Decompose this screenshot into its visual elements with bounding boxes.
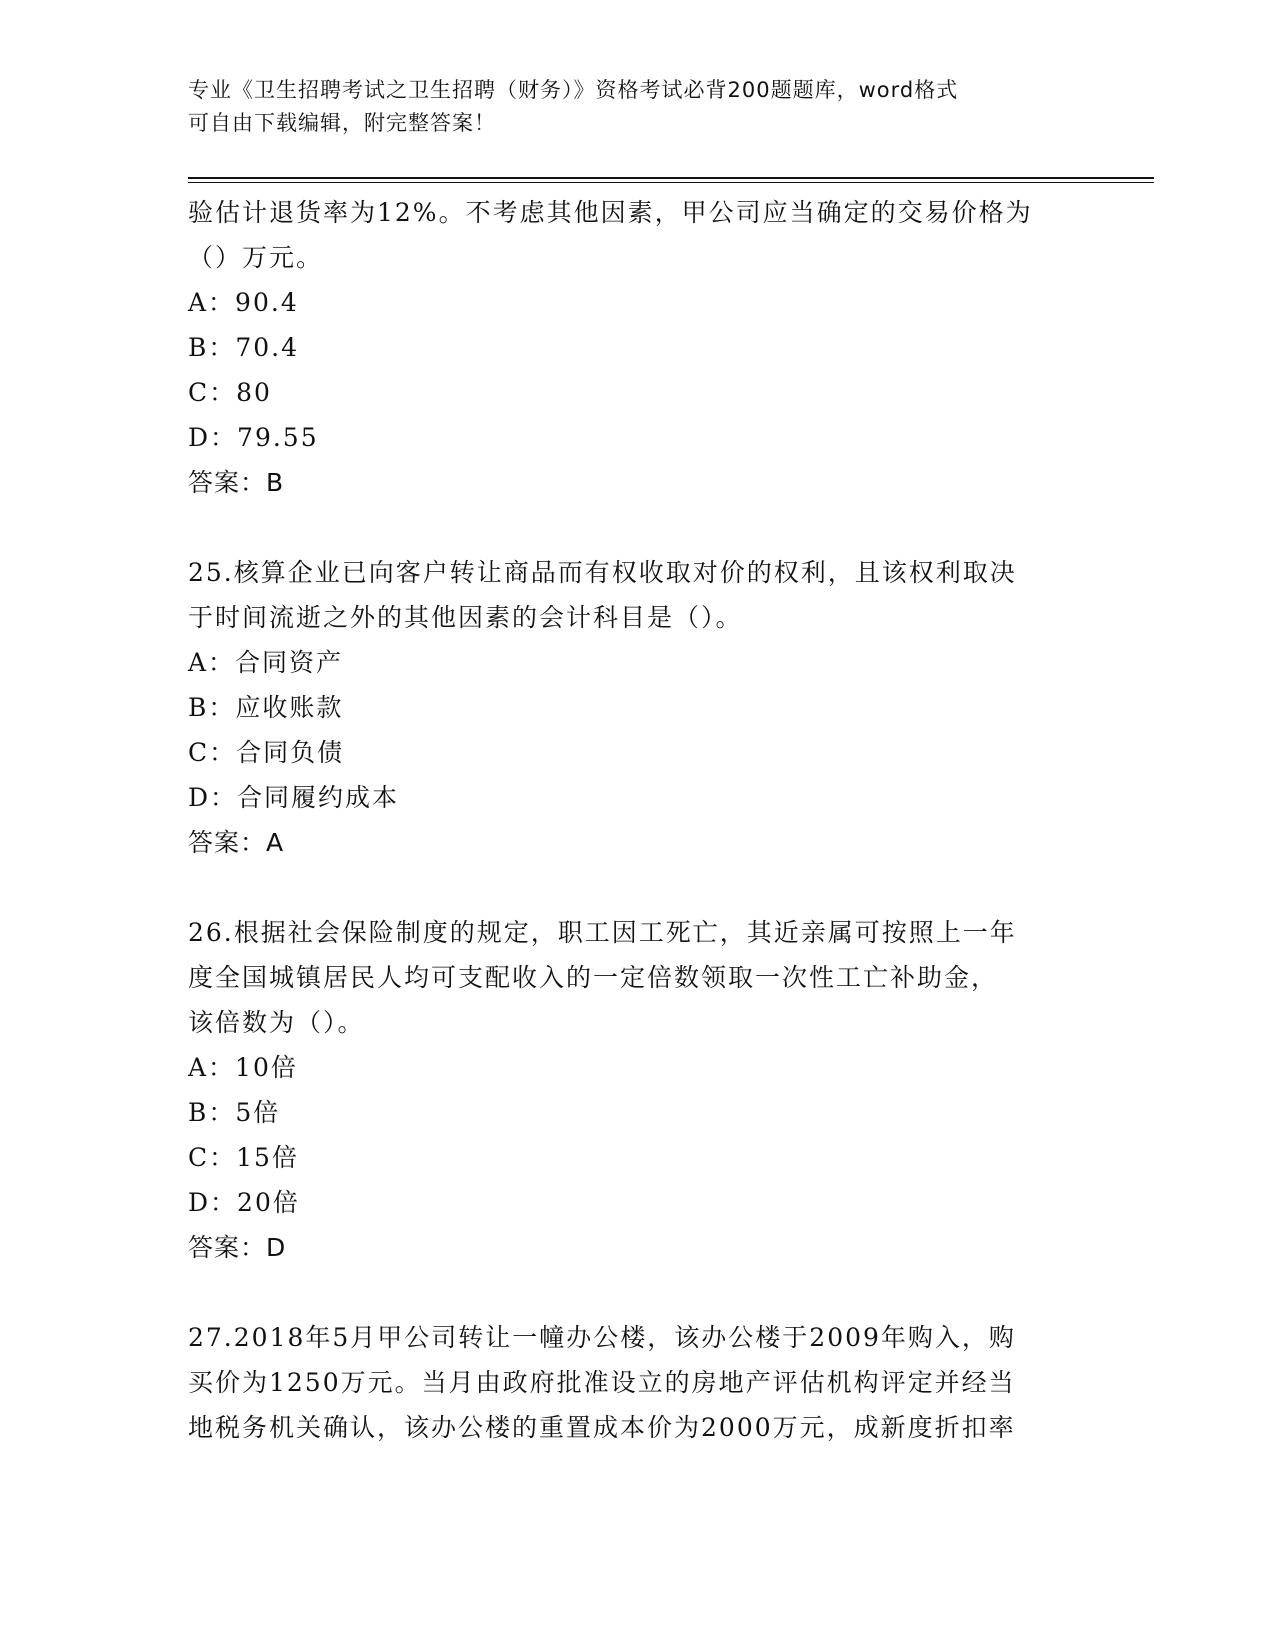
- question-spacer: [188, 865, 1108, 910]
- question-24-option-c: C：80: [188, 378, 272, 407]
- question-27: [188, 1315, 1108, 1450]
- question-25-stem-line-1: 25.核算企业已向客户转让商品而有权收取对价的权利，且该权利取决: [188, 558, 1017, 587]
- question-26-answer: 答案：D: [188, 1233, 287, 1262]
- question-26-option-b: B：5倍: [188, 1098, 281, 1127]
- question-25-option-c: C：合同负债: [188, 738, 345, 767]
- document-header: [188, 74, 1088, 140]
- question-26-stem-line-2: 度全国城镇居民人均可支配收入的一定倍数领取一次性工亡补助金，: [188, 963, 999, 992]
- question-24-option-b: B：70.4: [188, 333, 300, 362]
- question-25-answer: 答案：A: [188, 828, 285, 857]
- question-26-stem-line-3: 该倍数为（）。: [188, 1008, 365, 1037]
- question-26-option-d: D：20倍: [188, 1188, 300, 1217]
- question-25-option-b: B：应收账款: [188, 693, 344, 722]
- question-25-stem-line-2: 于时间流逝之外的其他因素的会计科目是（）。: [188, 603, 743, 632]
- question-25: [188, 550, 1108, 865]
- question-27-stem-line-2: 买价为1250万元。当月由政府批准设立的房地产评估机构评定并经当: [188, 1368, 1016, 1397]
- question-25-option-a: A：合同资产: [188, 648, 344, 677]
- question-24-stem-line-2: （）万元。: [188, 243, 324, 272]
- header-title-line-1: 专业《卫生招聘考试之卫生招聘（财务）》资格考试必背200题题库，word格式: [188, 78, 959, 102]
- question-24-option-d: D：79.55: [188, 423, 319, 452]
- header-divider-thin: [188, 182, 1154, 183]
- question-26: [188, 910, 1108, 1270]
- question-27-stem-line-1: 27.2018年5月甲公司转让一幢办公楼，该办公楼于2009年购入，购: [188, 1323, 1016, 1352]
- question-24: [188, 190, 1108, 505]
- header-title-line-2: 可自由下载编辑，附完整答案！: [188, 111, 496, 135]
- header-divider-thick: [188, 177, 1154, 179]
- question-spacer: [188, 1270, 1108, 1315]
- question-27-stem-line-3: 地税务机关确认，该办公楼的重置成本价为2000万元，成新度折扣率: [188, 1413, 1016, 1442]
- question-24-stem-line-1: 验估计退货率为12%。不考虑其他因素，甲公司应当确定的交易价格为: [188, 198, 1033, 227]
- question-26-option-a: A：10倍: [188, 1053, 298, 1082]
- question-24-answer: 答案：B: [188, 468, 285, 497]
- question-spacer: [188, 505, 1108, 550]
- question-26-option-c: C：15倍: [188, 1143, 299, 1172]
- question-26-stem-line-1: 26.根据社会保险制度的规定，职工因工死亡，其近亲属可按照上一年: [188, 918, 1017, 947]
- question-25-option-d: D：合同履约成本: [188, 783, 400, 812]
- question-24-option-a: A：90.4: [188, 288, 299, 317]
- question-content: [188, 190, 1108, 1450]
